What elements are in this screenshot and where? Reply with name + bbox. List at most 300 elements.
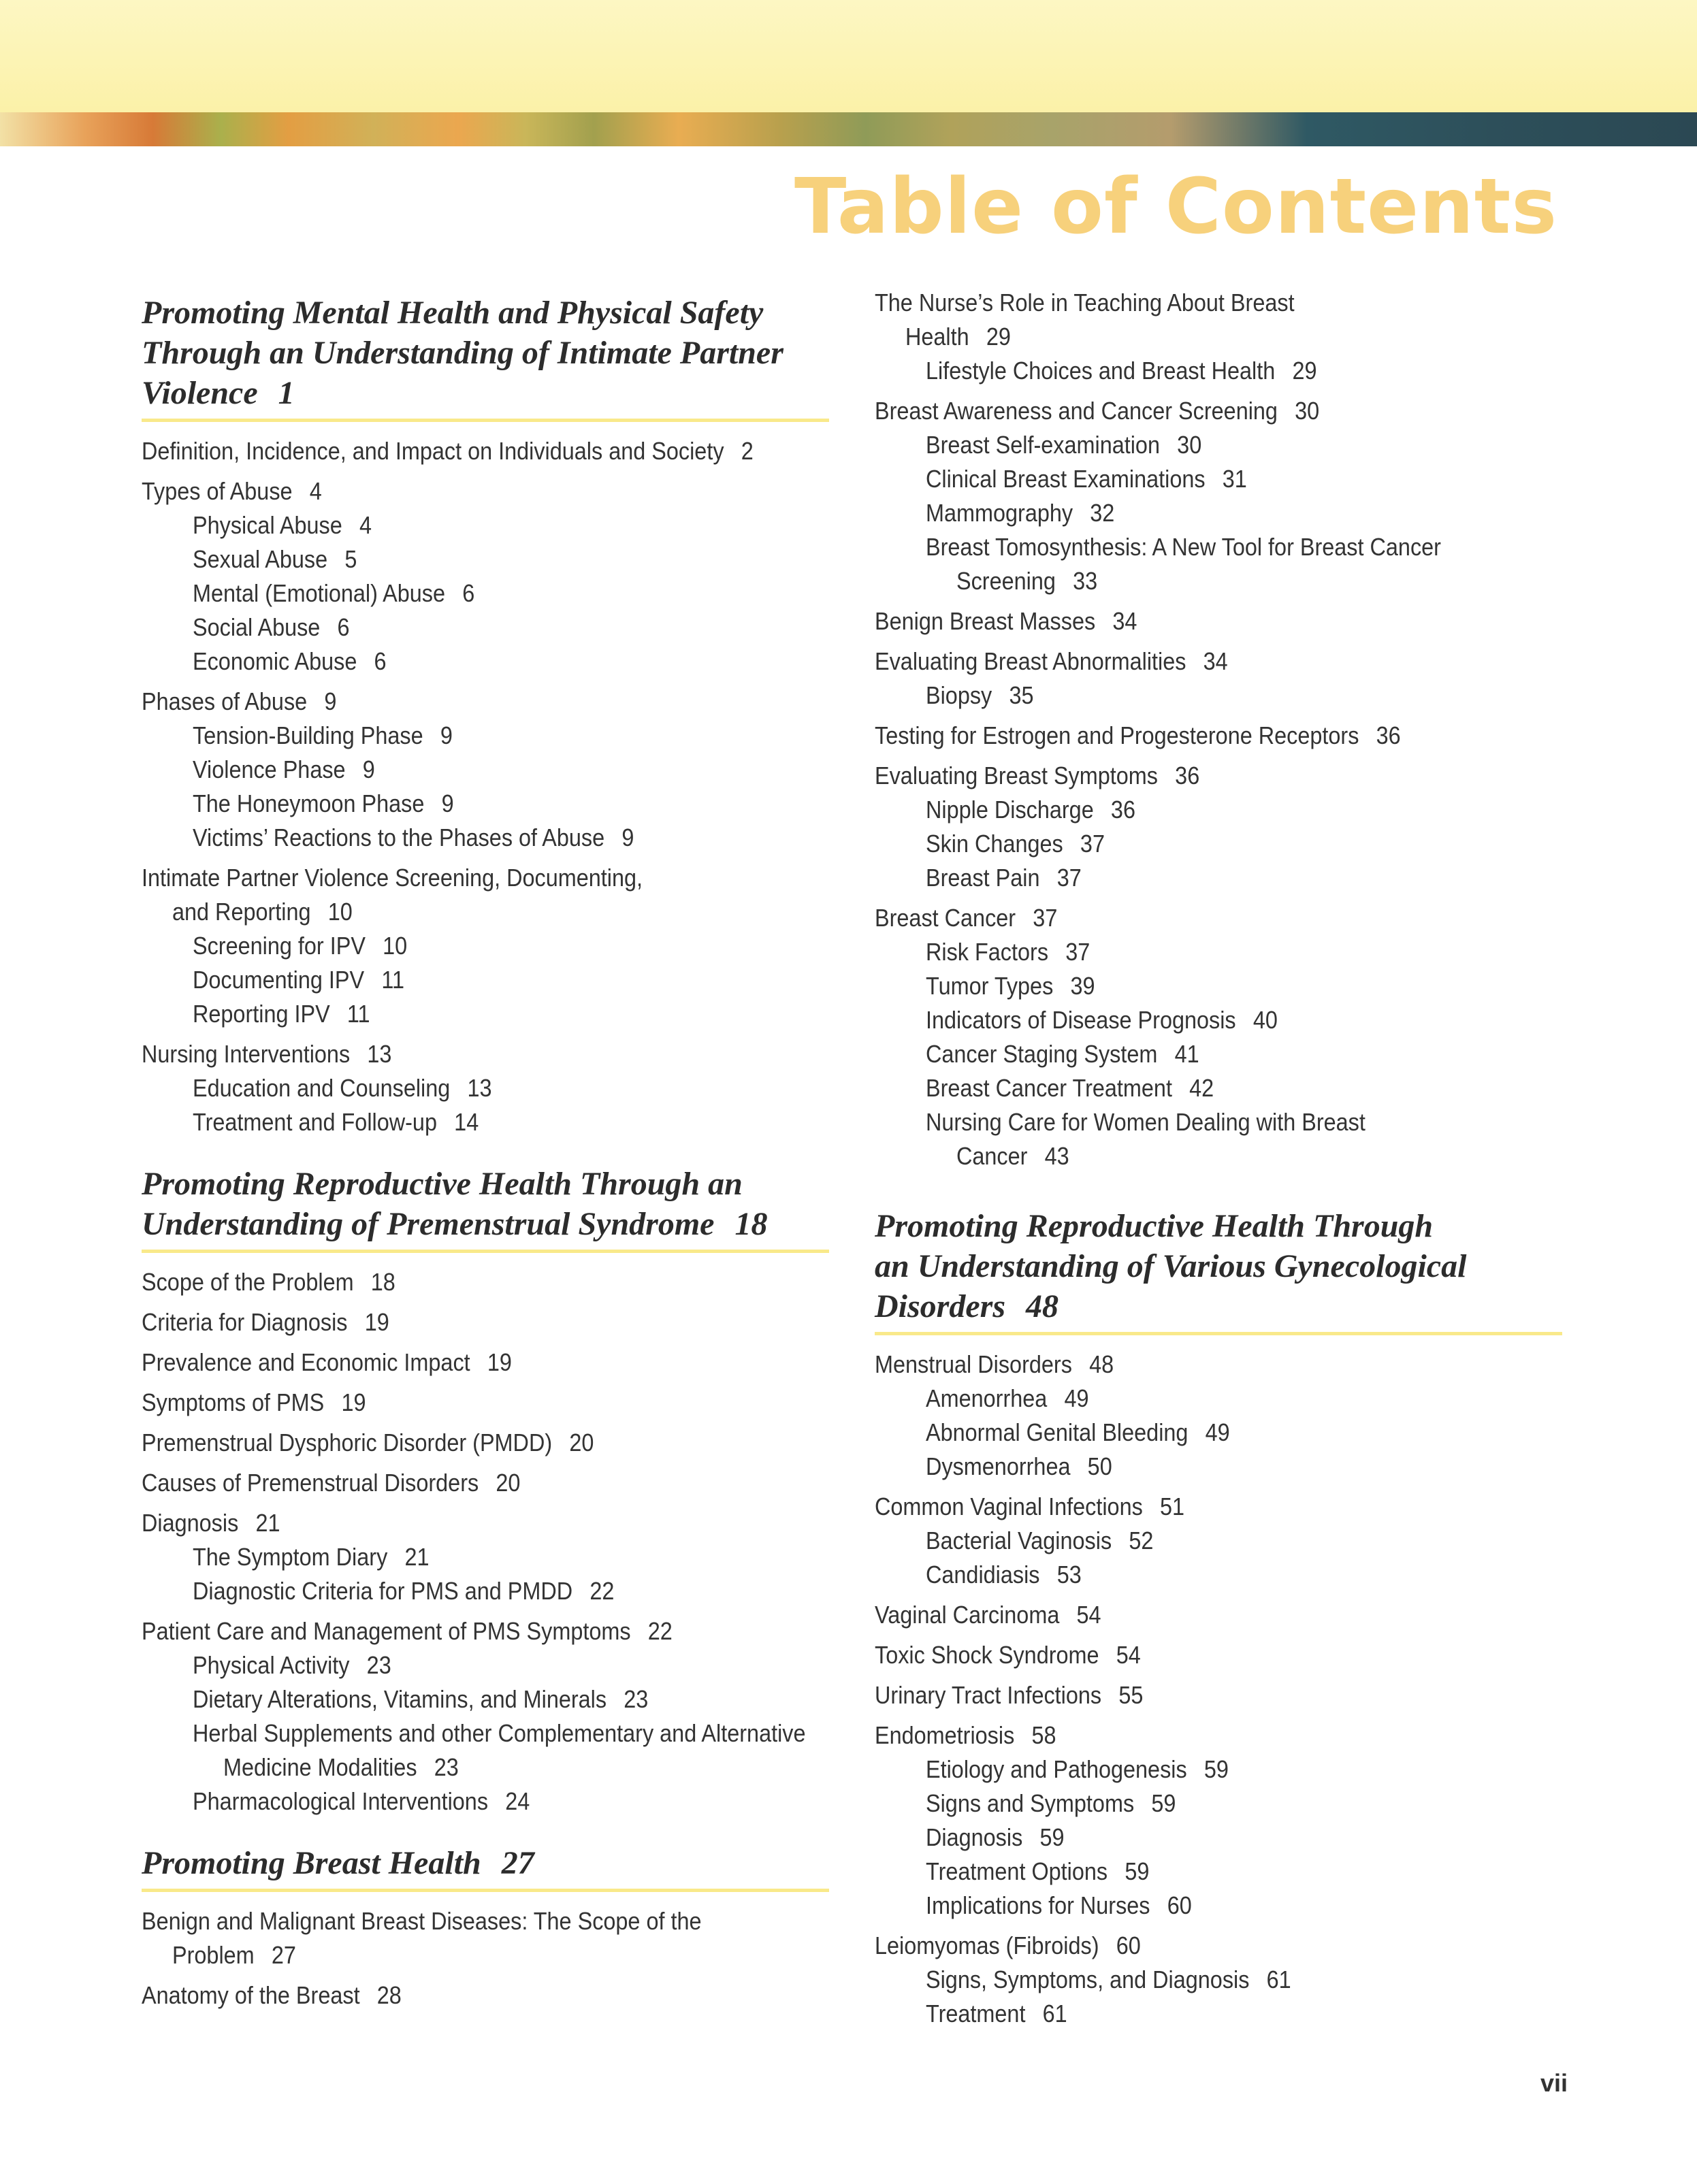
toc-entry-page: 4	[359, 511, 372, 539]
chapter-page-number: 18	[734, 1206, 768, 1242]
toc-entry	[142, 821, 829, 855]
toc-entry	[875, 719, 1562, 753]
toc-entry-line	[142, 861, 760, 895]
toc-entry-label: Social Abuse	[193, 613, 321, 641]
toc-entry-label: Endometriosis	[875, 1721, 1015, 1749]
toc-entry-line	[193, 1105, 766, 1139]
chapter-page-number: 48	[1026, 1288, 1059, 1324]
toc-entry-line	[875, 604, 1493, 638]
toc-entry-line	[926, 1524, 1499, 1558]
toc-entry-label: Physical Abuse	[193, 511, 342, 539]
toc-entry	[142, 963, 829, 997]
toc-entry-line	[875, 1638, 1493, 1672]
toc-entry-line	[926, 428, 1499, 462]
toc-entry-line	[926, 1003, 1499, 1037]
toc-entry-line	[142, 1305, 760, 1339]
toc-entry-line	[926, 1037, 1499, 1071]
toc-entry-line	[193, 542, 766, 576]
chapter-4	[875, 1206, 1562, 2031]
toc-entry	[875, 935, 1562, 969]
toc-entry-label: Clinical Breast Examinations	[926, 465, 1206, 493]
toc-entry-label: Skin Changes	[926, 830, 1063, 858]
toc-entry-page: 59	[1039, 1823, 1065, 1851]
toc-entry-page: 13	[367, 1040, 392, 1068]
toc-entry-page: 23	[434, 1753, 459, 1781]
toc-entry-label: Medicine Modalities	[223, 1753, 417, 1781]
toc-entry	[875, 1524, 1562, 1558]
toc-entry	[875, 1558, 1562, 1592]
toc-entry-label: Biopsy	[926, 681, 992, 709]
toc-entry-page: 20	[496, 1469, 521, 1497]
chapter-page-number: 1	[278, 375, 295, 411]
toc-entry-page: 36	[1175, 762, 1200, 789]
toc-entry	[142, 1426, 829, 1460]
toc-entry-label: Candidiasis	[926, 1561, 1040, 1588]
toc-entry-page: 29	[1292, 357, 1317, 385]
toc-entry-label: Treatment and Follow-up	[193, 1108, 437, 1136]
toc-entry	[875, 354, 1562, 388]
header-band	[0, 0, 1697, 112]
toc-entry-label: Physical Activity	[193, 1651, 350, 1679]
toc-entry-label: Leiomyomas (Fibroids)	[875, 1932, 1099, 1959]
toc-entry-line	[875, 1929, 1493, 1963]
toc-entry-label: Health	[905, 323, 969, 351]
toc-entry	[875, 645, 1562, 679]
decorative-color-stripe	[0, 112, 1697, 146]
toc-entry-label: Herbal Supplements and other Complementary and Alternative	[193, 1719, 806, 1747]
toc-entry-page: 6	[374, 647, 387, 675]
toc-entry-page: 55	[1118, 1681, 1144, 1709]
chapter-title-line: Promoting Reproductive Health Through	[875, 1208, 1434, 1244]
toc-entry-label: and Reporting	[172, 898, 311, 926]
toc-entry-line	[926, 1997, 1499, 2031]
toc-entry	[142, 645, 829, 679]
toc-entry-label: Tumor Types	[926, 972, 1054, 1000]
toc-entry-line	[142, 1506, 760, 1540]
chapter-title-line: Understanding of Premenstrual Syndrome	[142, 1206, 715, 1242]
toc-entry-page: 19	[364, 1308, 389, 1336]
toc-entry-line	[193, 645, 766, 679]
toc-entry	[875, 530, 1562, 598]
toc-entry	[142, 1466, 829, 1500]
toc-entry-label: Anatomy of the Breast	[142, 1981, 360, 2009]
toc-entry	[875, 1718, 1562, 1753]
toc-entry	[875, 827, 1562, 861]
toc-entry-line	[926, 530, 1499, 564]
toc-entry	[142, 1540, 829, 1574]
toc-entry	[142, 1105, 829, 1139]
toc-entry-page: 13	[467, 1074, 492, 1102]
toc-entry-page: 6	[337, 613, 350, 641]
toc-entry-label: Breast Pain	[926, 864, 1040, 892]
toc-entry-line	[142, 1426, 760, 1460]
toc-entry-page: 9	[324, 687, 337, 715]
toc-entry	[875, 901, 1562, 935]
toc-entry-page: 27	[271, 1941, 296, 1969]
toc-entry-line	[875, 719, 1493, 753]
toc-entry-line	[193, 753, 766, 787]
toc-entry-label: Definition, Incidence, and Impact on Individuals and Society	[142, 437, 724, 465]
toc-entry-label: Benign Breast Masses	[875, 607, 1096, 635]
toc-entry	[875, 1963, 1562, 1997]
toc-entry-line	[926, 969, 1499, 1003]
toc-entry-page: 37	[1065, 938, 1090, 966]
toc-entry	[875, 1821, 1562, 1855]
toc-entry-label: Evaluating Breast Abnormalities	[875, 647, 1186, 675]
toc-entry-line	[926, 1139, 1499, 1173]
toc-entry	[142, 1386, 829, 1420]
toc-entry-label: Risk Factors	[926, 938, 1049, 966]
toc-entry-label: Cancer Staging System	[926, 1040, 1158, 1068]
toc-entry	[875, 1105, 1562, 1173]
toc-entry	[142, 542, 829, 576]
toc-entry	[875, 969, 1562, 1003]
toc-entry-line	[926, 354, 1499, 388]
toc-entry-line	[926, 1753, 1499, 1787]
toc-entry-label: Evaluating Breast Symptoms	[875, 762, 1158, 789]
toc-entry-line	[142, 1265, 760, 1299]
toc-entry-line	[142, 1938, 760, 1972]
toc-entry-line	[926, 462, 1499, 496]
toc-entry-line	[875, 1490, 1493, 1524]
toc-entry	[142, 508, 829, 542]
toc-entry-page: 9	[441, 789, 454, 817]
toc-entry-line	[926, 1450, 1499, 1484]
toc-entry	[875, 679, 1562, 713]
toc-entry	[142, 1784, 829, 1819]
toc-entry-label: Criteria for Diagnosis	[142, 1308, 348, 1336]
toc-entry	[875, 286, 1562, 354]
toc-entry-label: The Symptom Diary	[193, 1543, 388, 1571]
toc-entry-page: 4	[309, 477, 322, 505]
chapter-1	[142, 293, 829, 1139]
toc-entry-page: 24	[505, 1787, 530, 1815]
toc-entry-page: 28	[376, 1981, 402, 2009]
toc-entry-label: Problem	[172, 1941, 255, 1969]
toc-entry-label: Reporting IPV	[193, 1000, 330, 1028]
toc-entry-label: Types of Abuse	[142, 477, 293, 505]
toc-entry-page: 6	[462, 579, 475, 607]
toc-entry-label: Nursing Care for Women Dealing with Breast	[926, 1108, 1365, 1136]
toc-entry-label: Indicators of Disease Prognosis	[926, 1006, 1236, 1034]
toc-entry-line	[193, 963, 766, 997]
toc-entry-page: 54	[1076, 1601, 1101, 1629]
toc-entry-line	[926, 1821, 1499, 1855]
toc-entry-label: Abnormal Genital Bleeding	[926, 1418, 1189, 1446]
toc-entry-label: Premenstrual Dysphoric Disorder (PMDD)	[142, 1429, 553, 1456]
toc-entry-page: 43	[1044, 1142, 1069, 1170]
toc-entry-label: Breast Cancer Treatment	[926, 1074, 1172, 1102]
toc-entry-page: 30	[1295, 397, 1320, 425]
toc-entry-line	[142, 434, 760, 468]
toc-entry-line	[193, 610, 766, 645]
toc-entry-label: Nipple Discharge	[926, 796, 1094, 824]
toc-entry-line	[926, 1558, 1499, 1592]
toc-entry-line	[193, 1648, 766, 1682]
toc-entry-line	[875, 1348, 1493, 1382]
toc-entry-page: 10	[327, 898, 353, 926]
toc-entry-label: Breast Cancer	[875, 904, 1016, 932]
toc-entry-page: 20	[569, 1429, 594, 1456]
chapter-3-continued	[875, 286, 1562, 1173]
toc-entry	[875, 759, 1562, 793]
toc-entry-label: Nursing Interventions	[142, 1040, 351, 1068]
toc-entry-line	[142, 1466, 760, 1500]
toc-entry	[875, 861, 1562, 895]
toc-entry-page: 54	[1116, 1641, 1141, 1669]
toc-entry-label: The Nurse’s Role in Teaching About Breast	[875, 289, 1295, 316]
toc-entry-line	[875, 645, 1493, 679]
toc-entry	[142, 685, 829, 719]
toc-entry	[875, 1638, 1562, 1672]
toc-entry-label: Signs and Symptoms	[926, 1789, 1135, 1817]
toc-entry-line	[193, 787, 766, 821]
toc-entry-line	[142, 1978, 760, 2012]
toc-entry-line	[926, 827, 1499, 861]
toc-entry-label: Amenorrhea	[926, 1384, 1048, 1412]
toc-entry-label: Diagnosis	[142, 1509, 239, 1537]
toc-entry-line	[926, 1105, 1499, 1139]
toc-entry-page: 23	[366, 1651, 391, 1679]
toc-entry-label: Violence Phase	[193, 755, 346, 783]
toc-entry-line	[875, 901, 1493, 935]
toc-entry-line	[193, 1574, 766, 1608]
page-number: vii	[1540, 2069, 1568, 2097]
toc-entry-label: Economic Abuse	[193, 647, 357, 675]
toc-entry-page: 34	[1112, 607, 1137, 635]
toc-entry-label: Causes of Premenstrual Disorders	[142, 1469, 479, 1497]
toc-entry-page: 61	[1042, 2000, 1067, 2027]
toc-entry	[142, 1265, 829, 1299]
toc-entry	[875, 1382, 1562, 1416]
toc-entry-label: Breast Self-examination	[926, 431, 1160, 459]
toc-entry	[142, 1682, 829, 1716]
toc-entry-page: 37	[1033, 904, 1058, 932]
toc-entry	[142, 576, 829, 610]
toc-entry	[875, 1598, 1562, 1632]
toc-entry-page: 59	[1151, 1789, 1176, 1817]
chapter-title-line: Through an Understanding of Intimate Partner	[142, 335, 783, 371]
toc-entry	[142, 929, 829, 963]
toc-entry	[142, 753, 829, 787]
toc-entry-line	[875, 394, 1493, 428]
toc-entry-label: Diagnostic Criteria for PMS and PMDD	[193, 1577, 573, 1605]
toc-entry-page: 31	[1222, 465, 1247, 493]
toc-entry	[142, 1071, 829, 1105]
toc-entry	[875, 1855, 1562, 1889]
toc-entry-page: 18	[370, 1268, 395, 1296]
toc-entry-label: Menstrual Disorders	[875, 1350, 1072, 1378]
toc-entry-page: 49	[1064, 1384, 1089, 1412]
chapter-page-number: 27	[501, 1845, 534, 1881]
toc-entry-line	[142, 685, 760, 719]
toc-entry-label: Education and Counseling	[193, 1074, 451, 1102]
toc-entry-label: Diagnosis	[926, 1823, 1023, 1851]
page-title: Table of Contents	[794, 163, 1557, 251]
toc-entry	[875, 604, 1562, 638]
toc-entry	[875, 1929, 1562, 1963]
toc-entry	[875, 1787, 1562, 1821]
toc-entry	[142, 1346, 829, 1380]
toc-entry-line	[926, 793, 1499, 827]
toc-entry-line	[193, 1716, 806, 1750]
toc-entry	[875, 793, 1562, 827]
toc-entry-line	[142, 1037, 760, 1071]
toc-entry-page: 52	[1129, 1527, 1154, 1554]
toc-entry	[142, 1506, 829, 1540]
toc-entry	[875, 1889, 1562, 1923]
toc-entry	[875, 428, 1562, 462]
toc-entry-page: 30	[1177, 431, 1202, 459]
toc-entry-line	[926, 1382, 1499, 1416]
toc-entry	[142, 1648, 829, 1682]
toc-entry-page: 51	[1160, 1493, 1185, 1520]
toc-entry-page: 19	[487, 1348, 512, 1376]
toc-entry-label: Common Vaginal Infections	[875, 1493, 1143, 1520]
chapter-title	[875, 1206, 1562, 1335]
toc-entry	[142, 1716, 829, 1784]
toc-entry	[142, 1305, 829, 1339]
toc-entry-label: Vaginal Carcinoma	[875, 1601, 1060, 1629]
toc-entry-label: Implications for Nurses	[926, 1891, 1150, 1919]
toc-entry-label: Victims’ Reactions to the Phases of Abuse	[193, 824, 605, 851]
chapter-title-line: Disorders	[875, 1288, 1006, 1324]
toc-entry-line	[926, 564, 1499, 598]
toc-entry-label: Breast Tomosynthesis: A New Tool for Breast Cancer	[926, 533, 1441, 561]
chapter-title-line: Promoting Breast Health	[142, 1845, 481, 1881]
toc-entry-line	[193, 821, 766, 855]
toc-entry-label: Dietary Alterations, Vitamins, and Minerals	[193, 1685, 607, 1713]
toc-entry-page: 22	[589, 1577, 615, 1605]
toc-entry	[142, 787, 829, 821]
toc-entry-page: 53	[1056, 1561, 1082, 1588]
toc-entry-page: 14	[454, 1108, 479, 1136]
toc-entry	[142, 1037, 829, 1071]
chapter-2	[142, 1164, 829, 1819]
toc-entry-page: 9	[362, 755, 375, 783]
toc-entry-line	[193, 997, 766, 1031]
toc-entry	[875, 1037, 1562, 1071]
toc-entry	[875, 1450, 1562, 1484]
toc-entry-label: Cancer	[956, 1142, 1028, 1170]
toc-entry-label: Lifestyle Choices and Breast Health	[926, 357, 1276, 385]
toc-entry-line	[926, 1071, 1499, 1105]
toc-entry	[875, 1003, 1562, 1037]
toc-entry	[142, 610, 829, 645]
toc-entry-page: 11	[381, 966, 404, 994]
toc-entry-line	[926, 1787, 1499, 1821]
toc-entry-line	[875, 1718, 1493, 1753]
toc-entry-page: 22	[647, 1617, 673, 1645]
chapter-title	[142, 1164, 829, 1253]
chapter-title-line: Violence	[142, 375, 258, 411]
toc-entry-line	[193, 1682, 766, 1716]
toc-entry-label: Mental (Emotional) Abuse	[193, 579, 445, 607]
toc-entry-label: Prevalence and Economic Impact	[142, 1348, 470, 1376]
toc-entry-line	[193, 929, 766, 963]
toc-column-right	[875, 286, 1562, 2031]
toc-entry-page: 33	[1073, 567, 1098, 595]
toc-entry-page: 37	[1080, 830, 1105, 858]
toc-entry-line	[193, 1540, 766, 1574]
toc-entry-line	[875, 286, 1493, 320]
toc-entry-line	[193, 508, 766, 542]
toc-entry-line	[193, 1071, 766, 1105]
toc-entry	[142, 1978, 829, 2012]
toc-entry-page: 61	[1266, 1966, 1291, 1993]
toc-entry-label: Scope of the Problem	[142, 1268, 354, 1296]
toc-entry-label: Phases of Abuse	[142, 687, 308, 715]
toc-entry	[142, 861, 829, 929]
toc-entry-page: 42	[1189, 1074, 1214, 1102]
toc-entry-label: Screening for IPV	[193, 932, 366, 960]
toc-entry-line	[926, 1963, 1499, 1997]
toc-entry-page: 10	[383, 932, 408, 960]
chapter-title	[142, 293, 829, 422]
toc-entry-label: Dysmenorrhea	[926, 1452, 1071, 1480]
toc-entry-line	[193, 1750, 766, 1784]
toc-entry	[142, 719, 829, 753]
toc-entry-label: Treatment	[926, 2000, 1026, 2027]
toc-entry	[875, 1071, 1562, 1105]
toc-entry-line	[142, 1386, 760, 1420]
toc-entry	[142, 474, 829, 508]
toc-entry-page: 9	[621, 824, 634, 851]
toc-entry-page: 19	[341, 1388, 366, 1416]
toc-entry	[142, 1614, 829, 1648]
toc-entry-line	[875, 759, 1493, 793]
toc-entry-page: 36	[1376, 721, 1401, 749]
toc-entry-page: 37	[1056, 864, 1082, 892]
toc-entry-label: Tension-Building Phase	[193, 721, 423, 749]
toc-entry-label: Etiology and Pathogenesis	[926, 1755, 1187, 1783]
toc-entry-page: 9	[440, 721, 453, 749]
toc-entry-line	[193, 719, 766, 753]
toc-entry-page: 48	[1089, 1350, 1114, 1378]
chapter-title-line: Promoting Reproductive Health Through an	[142, 1166, 743, 1202]
toc-entry	[875, 1490, 1562, 1524]
toc-entry-page: 21	[255, 1509, 280, 1537]
toc-entry	[142, 434, 829, 468]
toc-entry-page: 5	[344, 545, 357, 573]
toc-entry-page: 29	[986, 323, 1011, 351]
toc-entry-line	[926, 679, 1499, 713]
toc-entry	[875, 1416, 1562, 1450]
toc-entry-page: 49	[1205, 1418, 1230, 1446]
toc-entry-page: 58	[1031, 1721, 1056, 1749]
chapter-title	[142, 1843, 829, 1892]
toc-entry-label: Benign and Malignant Breast Diseases: The Scope of the	[142, 1907, 702, 1935]
toc-entry-label: The Honeymoon Phase	[193, 789, 425, 817]
toc-entry	[875, 462, 1562, 496]
toc-entry-line	[926, 1855, 1499, 1889]
toc-entry-label: Testing for Estrogen and Progesterone Receptors	[875, 721, 1359, 749]
toc-entry	[875, 1997, 1562, 2031]
toc-entry-label: Signs, Symptoms, and Diagnosis	[926, 1966, 1250, 1993]
toc-entry-page: 36	[1110, 796, 1135, 824]
toc-entry-page: 59	[1125, 1857, 1150, 1885]
toc-entry-label: Urinary Tract Infections	[875, 1681, 1102, 1709]
toc-entry	[875, 1678, 1562, 1712]
toc-entry-page: 23	[624, 1685, 649, 1713]
toc-entry-page: 2	[741, 437, 754, 465]
toc-entry-line	[926, 1889, 1499, 1923]
toc-entry-line	[142, 1904, 760, 1938]
toc-entry-line	[193, 576, 766, 610]
toc-entry-label: Intimate Partner Violence Screening, Documenting,	[142, 864, 643, 892]
toc-entry-page: 60	[1116, 1932, 1141, 1959]
toc-entry-line	[142, 1346, 760, 1380]
